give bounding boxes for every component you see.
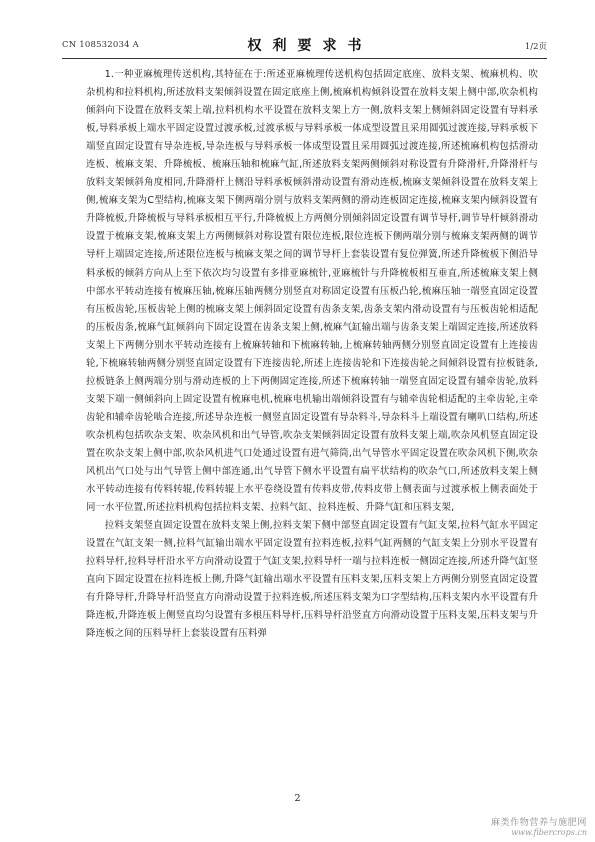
watermark-url: www.fibercrops.cn — [511, 828, 587, 837]
page-number: 2 — [294, 793, 301, 804]
claim-paragraph-1: 1.一种亚麻梳理传送机构,其特征在于:所述亚麻梳理传送机构包括固定底座、放料支架、梳麻机构、吹杂机构和拉料机构,所述放料支架倾斜设置在固定底座上侧,梳麻机构倾斜设置在放料支架上侧中部,吹杂机构倾斜向下设置在放料支架上端,拉料机构水平设置在放料支架上方一侧,放料支架上侧倾斜固定设置有导料承板,导料承板上端水平固定设置过渡承板,过渡承板与导料承板一体成型设置且采用圆弧过渡连接,导料承板下端竖直固定设置有导杂连板,导杂连板与导料承板一体成型设置且采用圆弧过渡连接,所述梳麻机构包括滑动连板、梳麻支架、升降梳板、梳麻压轴和梳麻气缸,所述放料支架两侧倾斜对称设置有升降滑杆,升降滑杆与放料支架倾斜角度相同,升降滑杆上侧沿导料承板倾斜滑动设置有滑动连板,梳麻支架倾斜设置在放料支架上侧,梳麻支架为C型结构,梳麻支架下侧两端分别与放料支架两侧的滑动连板固定连接,梳麻支架内倾斜设置有升降梳板,升降梳板与导料承板相互平行,升降梳板上方两侧分别倾斜固定设置有调节导杆,调节导杆倾斜滑动设置于梳麻支架,梳麻支架上方两侧倾斜对称设置有限位连板,限位连板下侧两端分别与梳麻支架两侧的调节导杆上端固定连接,所述限位连板与梳麻支架之间的调节导杆上套装设置有复位弹簧,所述升降梳板下侧沿导料承板的倾斜方向从上至下依次均匀设置有多排亚麻梳针,亚麻梳针与升降梳板相互垂直,所述梳麻支架上侧中部水平转动连接有梳麻压轴,梳麻压轴两侧分别竖直对称固定设置有压板凸轮,梳麻压轴一端竖直固定设置有压板齿轮,压板齿轮上侧的梳麻支架上倾斜固定设置有齿条支架,齿条支架内滑动设置有与压板齿轮相适配的压板齿条,梳麻气缸倾斜向下固定设置在齿条支架上侧,梳麻气缸输出端与齿条支架上端固定连接,所述放料支架上下两侧分别水平转动连接有上梳麻转轴和下梳麻转轴,上梳麻转轴两侧分别竖直固定设置有上连接齿轮,下梳麻转轴两侧分别竖直固定设置有下连接齿轮,所述上连接齿轮和下连接齿轮之间倾斜设置有拉板链条,拉板链条上侧两端分别与滑动连板的上下两侧固定连接,所述下梳麻转轴一端竖直固定设置有辅牵齿轮,放料支架下端一侧倾斜向上固定设置有梳麻电机,梳麻电机输出端倾斜设置有与辅牵齿轮相适配的主牵齿轮,主牵齿轮和辅牵齿轮啮合连接,所述导杂连板一侧竖直固定设置有导杂料斗,导杂料斗上端设置有喇叭口结构,所述吹杂机构包括吹杂支架、吹杂风机和出气导管,吹杂支架倾斜固定设置有放料支架上端,吹杂风机竖直固定设置在吹杂支架上侧中部,吹杂风机进气口处通过设置有进气筛筒,出气导管水平固定设置在吹杂风机下侧,吹杂风机出气口处与出气导管上侧中部连通,出气导管下侧水平设置有扁平状结构的吹杂气口,所述放料支架上侧水平转动连接有传料转辊,传料转辊上水平卷绕设置有传料皮带,传料皮带上侧表面与过渡承板上侧表面处于同一水平位置,所述拉料机构包括拉料支架、拉料气缸、拉料连板、升降气缸和压料支架, — [86, 69, 538, 514]
page-header — [62, 34, 547, 54]
site-watermark — [491, 815, 587, 837]
claim-paragraph-2: 拉料支架竖直固定设置在放料支架上侧,拉料支架下侧中部竖直固定设置有气缸支架,拉料气缸水平固定设置在气缸支架一侧,拉料气缸输出端水平固定设置有拉料连板,拉料气缸两侧的气缸支架上分别水平设置有拉料导杆,拉料导杆沿水平方向滑动设置于气缸支架,拉料导杆一端与拉料连板一侧固定连接,所述升降气缸竖直向下固定设置在拉料连板上侧,升降气缸输出端水平设置有压料支架,压料支架上方两侧分别竖直固定设置有升降导杆,升降导杆沿竖直方向滑动设置于拉料连板,所述压料支架为口字型结构,压料支架内水平设置有升降连板,升降连板上侧竖直均匀设置有多根压料导杆,压料导杆沿竖直方向滑动设置于压料支架,压料支架与升降连板之间的压料导杆上套装设置有压料弹 — [86, 520, 538, 640]
document-title: 权利要求书 — [247, 38, 373, 54]
header-divider — [62, 58, 547, 59]
page-indicator: 1/2页 — [524, 42, 547, 52]
claims-body — [86, 66, 538, 644]
publication-number: CN 108532034 A — [62, 40, 139, 50]
watermark-site-name: 麻类作物营养与施肥网 — [490, 818, 587, 828]
